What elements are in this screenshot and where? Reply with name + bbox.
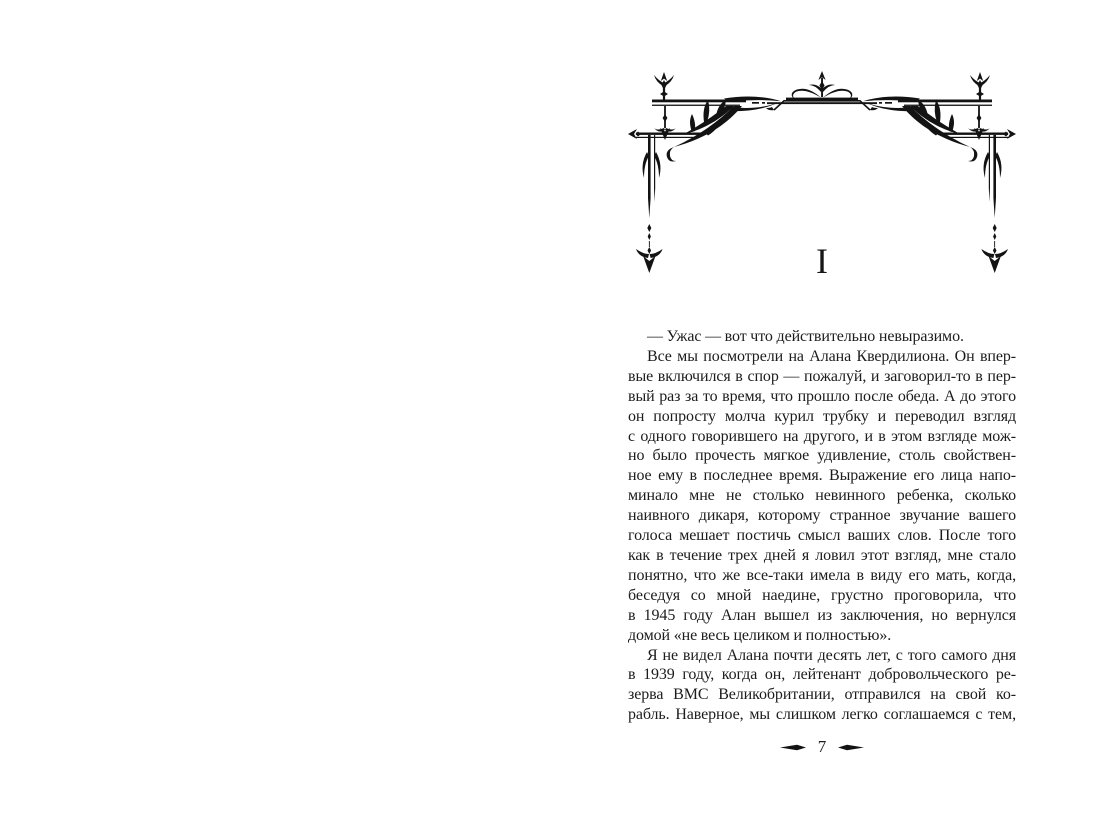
- text-line: как в течение трех дней я ловил этот взгляд, мне стало: [628, 546, 1016, 564]
- book-page: [628, 0, 1016, 825]
- footer-dart-ornament-left: [780, 743, 806, 752]
- text-line: наивного дикаря, которому странное звучание вашего: [628, 507, 1016, 525]
- text-line: минало мне не столько невинного ребенка, сколько: [628, 487, 1016, 505]
- text-line: беседуя со мной наедине, грустно проговорила, что: [628, 586, 1016, 604]
- text-line: голоса мешает постичь смысл ваших слов. После того: [628, 527, 1016, 545]
- text-line: вый раз за то время, что прошло после обеда. А до этого: [628, 387, 1016, 405]
- text-line: с одного говорившего на другого, и в этом взгляде мож-: [628, 427, 1016, 445]
- text-line: но было прочесть мягкое удивление, столь свойствен-: [628, 447, 1016, 465]
- text-line: ное ему в последнее время. Выражение его лица напо-: [628, 467, 1016, 485]
- footer-dart-ornament-right: [838, 743, 864, 752]
- text-line: он попросту молча курил трубку и переводил взгляд: [628, 407, 1016, 425]
- chapter-number-heading: I: [816, 241, 828, 281]
- text-line: — Ужас — вот что действительно невыразимо.: [647, 328, 964, 345]
- text-line: в 1945 году Алан вышел из заключения, но вернулся: [628, 606, 1016, 624]
- page-number: 7: [817, 737, 827, 756]
- text-line: Я не видел Алана почти десять лет, с того самого дня: [647, 646, 1016, 664]
- text-line: понятно, что же все-таки имела в виду его мать, когда,: [628, 566, 1016, 584]
- text-line: Все мы посмотрели на Алана Квердилиона. Он впер-: [647, 347, 1016, 365]
- text-line: зерва ВМС Великобритании, отправился на свой ко-: [628, 686, 1016, 704]
- text-line: рабль. Наверное, мы слишком легко соглашаемся с тем,: [628, 706, 1016, 724]
- text-line: вые включился в спор — пожалуй, и заговорил-то в пер-: [628, 367, 1016, 385]
- page-footer: [628, 736, 1016, 758]
- text-line: в 1939 году, когда он, лейтенант добровольческого ре-: [628, 666, 1016, 684]
- body-text: [628, 327, 1016, 725]
- text-line: домой «не весь целиком и полностью».: [628, 626, 892, 644]
